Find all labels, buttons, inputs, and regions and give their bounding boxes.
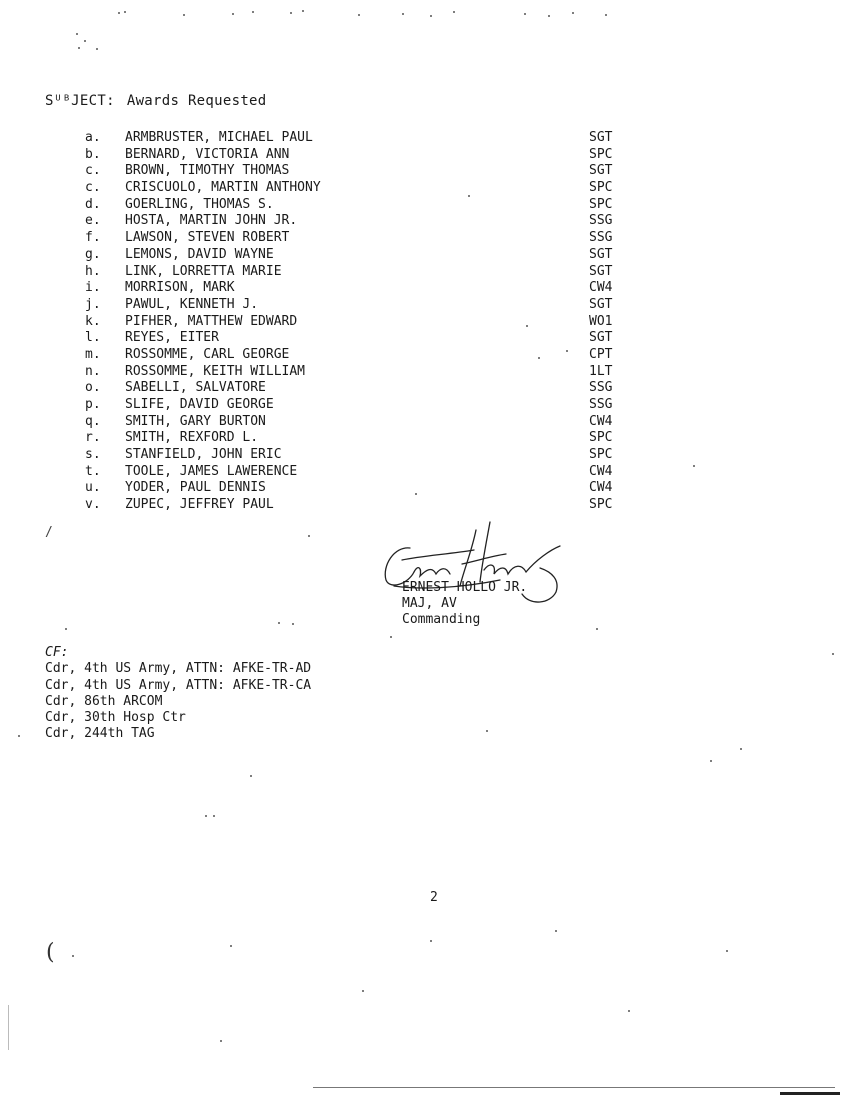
scan-speck <box>358 14 360 16</box>
roster-letter: j. <box>85 296 101 312</box>
roster-name: SMITH, REXFORD L. <box>125 430 259 446</box>
scan-speck <box>548 15 550 17</box>
cf-recipient: Cdr, 30th Hosp Ctr <box>45 710 186 726</box>
scan-speck <box>308 535 310 537</box>
scan-speck <box>84 40 86 42</box>
scan-speck <box>628 1010 630 1012</box>
scan-speck <box>220 1040 222 1042</box>
roster-name: TOOLE, JAMES LAWERENCE <box>125 463 298 479</box>
roster-row <box>85 280 625 297</box>
roster-letter: h. <box>85 263 101 279</box>
roster-letter: f. <box>85 230 101 246</box>
scan-speck <box>250 775 252 777</box>
roster-row <box>85 347 625 364</box>
roster-row <box>85 264 625 281</box>
roster-row <box>85 180 625 197</box>
roster-letter: t. <box>85 463 101 479</box>
roster-row <box>85 480 625 497</box>
roster-name: CRISCUOLO, MARTIN ANTHONY <box>125 180 321 196</box>
scan-speck <box>78 47 80 49</box>
roster-row <box>85 414 625 431</box>
roster-row <box>85 230 625 247</box>
roster-name: SLIFE, DAVID GEORGE <box>125 397 274 412</box>
roster-row <box>85 247 625 264</box>
roster-name: LAWSON, STEVEN ROBERT <box>125 230 290 246</box>
roster-row <box>85 297 625 314</box>
roster-letter: d. <box>85 196 101 212</box>
roster-letter: s. <box>85 447 101 463</box>
roster-letter: c. <box>85 163 101 179</box>
roster-letter: g. <box>85 246 101 262</box>
roster-name: LEMONS, DAVID WAYNE <box>125 246 274 262</box>
roster-letter: v. <box>85 497 101 513</box>
roster-name: HOSTA, MARTIN JOHN JR. <box>125 213 298 229</box>
roster-row <box>85 397 625 414</box>
stray-bracket-mark: ( <box>46 940 55 965</box>
roster-name: ARMBRUSTER, MICHAEL PAUL <box>125 130 313 145</box>
roster-name: REYES, EITER <box>125 330 219 346</box>
scan-speck <box>390 636 392 638</box>
signature-block <box>380 520 580 630</box>
roster-letter: n. <box>85 363 101 379</box>
roster-letter: p. <box>85 397 101 412</box>
scan-speck <box>596 628 598 630</box>
roster-row <box>85 130 625 147</box>
roster-letter: o. <box>85 380 101 396</box>
scan-speck <box>232 13 234 15</box>
roster-rank: CPT <box>589 346 613 362</box>
scan-speck <box>213 815 215 817</box>
roster-rank: CW4 <box>589 463 613 479</box>
scan-speck <box>290 12 292 14</box>
roster-rank: SSG <box>589 397 613 412</box>
roster-row <box>85 464 625 481</box>
awards-roster <box>85 130 625 514</box>
bottom-rule <box>313 1087 835 1088</box>
roster-name: BERNARD, VICTORIA ANN <box>125 146 290 162</box>
scan-speck <box>832 653 834 655</box>
scan-speck <box>118 12 120 14</box>
roster-rank: SSG <box>589 230 613 246</box>
cf-recipient-list <box>45 661 311 742</box>
scan-speck <box>362 990 364 992</box>
signer-rank: MAJ, AV <box>402 596 457 611</box>
roster-row <box>85 147 625 164</box>
scan-speck <box>124 11 126 13</box>
roster-letter: r. <box>85 430 101 446</box>
scan-speck <box>605 14 607 16</box>
roster-row <box>85 213 625 230</box>
bottom-rule-heavy <box>780 1092 840 1095</box>
roster-row <box>85 447 625 464</box>
roster-row <box>85 314 625 331</box>
cf-recipient: Cdr, 4th US Army, ATTN: AFKE-TR-CA <box>45 677 312 693</box>
roster-rank: SSG <box>589 213 613 229</box>
signer-name: ERNEST HOLLO JR. <box>402 580 528 595</box>
cf-recipient: Cdr, 244th TAG <box>45 726 155 742</box>
roster-rank: SPC <box>589 196 613 212</box>
roster-name: PAWUL, KENNETH J. <box>125 296 259 312</box>
roster-rank: CW4 <box>589 480 613 496</box>
roster-letter: u. <box>85 480 101 496</box>
scan-speck <box>252 11 254 13</box>
scan-speck <box>402 13 404 15</box>
roster-rank: SPC <box>589 497 613 513</box>
scan-speck <box>555 930 557 932</box>
roster-name: STANFIELD, JOHN ERIC <box>125 447 282 463</box>
roster-rank: SGT <box>589 163 613 179</box>
scan-speck <box>76 33 78 35</box>
roster-letter: l. <box>85 330 101 346</box>
roster-letter: e. <box>85 213 101 229</box>
roster-name: ROSSOMME, CARL GEORGE <box>125 346 290 362</box>
scan-speck <box>740 748 742 750</box>
scan-speck <box>278 622 280 624</box>
roster-letter: i. <box>85 280 101 296</box>
scan-speck <box>72 955 74 957</box>
roster-row <box>85 497 625 514</box>
scan-speck <box>693 465 695 467</box>
scan-speck <box>486 730 488 732</box>
scan-speck <box>65 628 67 630</box>
scan-speck <box>292 623 294 625</box>
roster-row <box>85 197 625 214</box>
subject-label: SᵁᴮJECT: <box>45 93 115 109</box>
scan-speck <box>572 12 574 14</box>
roster-name: ROSSOMME, KEITH WILLIAM <box>125 363 306 379</box>
roster-name: PIFHER, MATTHEW EDWARD <box>125 313 298 329</box>
scan-speck <box>524 13 526 15</box>
subject-text: Awards Requested <box>126 93 267 109</box>
stray-mark: / <box>45 525 53 540</box>
roster-rank: CW4 <box>589 413 613 429</box>
roster-row <box>85 380 625 397</box>
roster-letter: c. <box>85 180 101 196</box>
cf-recipient: Cdr, 86th ARCOM <box>45 693 163 709</box>
roster-rank: SGT <box>589 130 613 145</box>
roster-rank: CW4 <box>589 280 613 296</box>
roster-name: SMITH, GARY BURTON <box>125 413 266 429</box>
scan-speck <box>302 10 304 12</box>
roster-letter: a. <box>85 130 101 145</box>
scan-speck <box>430 15 432 17</box>
roster-name: SABELLI, SALVATORE <box>125 380 266 396</box>
roster-rank: SSG <box>589 380 613 396</box>
roster-row <box>85 330 625 347</box>
roster-name: BROWN, TIMOTHY THOMAS <box>125 163 290 179</box>
roster-row <box>85 163 625 180</box>
scan-speck <box>726 950 728 952</box>
roster-name: ZUPEC, JEFFREY PAUL <box>125 497 274 513</box>
scan-speck <box>205 815 207 817</box>
roster-letter: q. <box>85 413 101 429</box>
roster-rank: SPC <box>589 430 613 446</box>
roster-rank: SGT <box>589 263 613 279</box>
roster-letter: m. <box>85 346 101 362</box>
scan-speck <box>430 940 432 942</box>
copies-furnished <box>45 645 311 743</box>
subject-line <box>45 93 267 109</box>
scan-speck <box>710 760 712 762</box>
scan-speck <box>453 11 455 13</box>
roster-rank: SGT <box>589 296 613 312</box>
roster-row <box>85 430 625 447</box>
roster-letter: k. <box>85 313 101 329</box>
roster-rank: SPC <box>589 180 613 196</box>
scan-speck <box>183 14 185 16</box>
scan-speck <box>96 48 98 50</box>
roster-letter: b. <box>85 146 101 162</box>
roster-rank: SGT <box>589 246 613 262</box>
roster-rank: SGT <box>589 330 613 346</box>
roster-rank: WO1 <box>589 313 613 329</box>
roster-rank: SPC <box>589 447 613 463</box>
scan-edge-line <box>8 1005 9 1050</box>
roster-row <box>85 364 625 381</box>
signer-title: Commanding <box>402 612 481 627</box>
scan-speck <box>230 945 232 947</box>
scan-speck <box>18 735 20 737</box>
page-number: 2 <box>430 890 438 905</box>
roster-rank: 1LT <box>589 363 613 379</box>
roster-rank: SPC <box>589 146 613 162</box>
roster-name: MORRISON, MARK <box>125 280 235 296</box>
cf-label: CF: <box>45 645 69 660</box>
roster-name: LINK, LORRETTA MARIE <box>125 263 282 279</box>
roster-name: GOERLING, THOMAS S. <box>125 196 274 212</box>
roster-name: YODER, PAUL DENNIS <box>125 480 266 496</box>
cf-recipient: Cdr, 4th US Army, ATTN: AFKE-TR-AD <box>45 661 312 677</box>
